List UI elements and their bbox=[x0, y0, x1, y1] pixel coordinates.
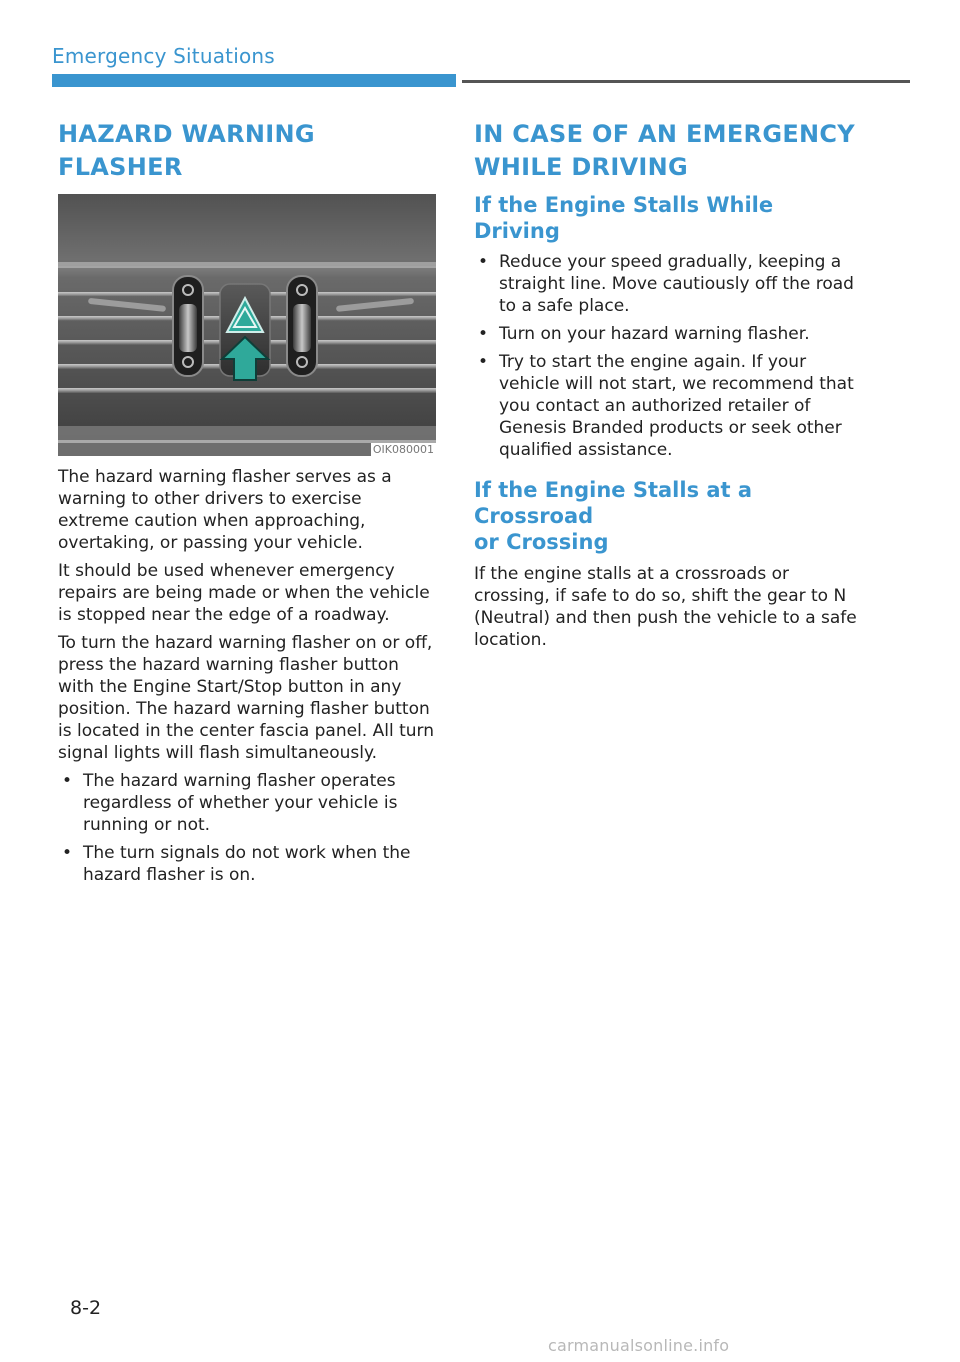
left-column bbox=[58, 118, 436, 886]
stall-driving-title: If the Engine Stalls While Driving bbox=[474, 193, 774, 243]
hazard-notes-list bbox=[58, 770, 436, 886]
hazard-figure bbox=[58, 194, 436, 456]
list-item: • Turn on your hazard warning flasher. bbox=[474, 323, 860, 345]
section-header: Emergency Situations bbox=[52, 44, 275, 68]
list-item: • The turn signals do not work when the hazard flasher is on. bbox=[58, 842, 436, 886]
list-item: • Reduce your speed gradually, keeping a straight line. Move cautiously off the road to a safe place. bbox=[474, 251, 860, 317]
stall-crossroad-title bbox=[474, 477, 860, 555]
stall-crossroad-title-line2: or Crossing bbox=[474, 530, 609, 554]
right-vent-wheel bbox=[287, 276, 317, 376]
emergency-title-line1: IN CASE OF AN EMERGENCY bbox=[474, 120, 855, 148]
left-vent-wheel bbox=[173, 276, 203, 376]
list-item: • Try to start the engine again. If your vehicle will not start, we recommend that you contact an authorized retailer of Genesis Branded products or seek other qualified assistance. bbox=[474, 351, 860, 461]
page-number: 8-2 bbox=[70, 1297, 102, 1319]
watermark-link[interactable]: carmanualsonline.info bbox=[548, 1336, 730, 1355]
hazard-photo bbox=[58, 194, 436, 456]
hazard-title: HAZARD WARNING FLASHER bbox=[58, 120, 315, 181]
body-paragraph: It should be used whenever emergency repairs are being made or when the vehicle is stopped near the edge of a roadway. bbox=[58, 561, 430, 625]
header-rule bbox=[462, 80, 910, 83]
stall-driving-list bbox=[474, 251, 860, 461]
emergency-title bbox=[474, 118, 860, 184]
body-paragraph: The hazard warning flasher serves as a warning to other drivers to exercise extreme caution when approaching, overtaking, or passing your vehicle. bbox=[58, 467, 392, 553]
right-column bbox=[474, 118, 860, 651]
header-accent-bar bbox=[52, 74, 456, 87]
emergency-title-line2: WHILE DRIVING bbox=[474, 153, 689, 181]
stall-crossroad-title-line1: If the Engine Stalls at a Crossroad bbox=[474, 478, 753, 528]
figure-code: OIK080001 bbox=[372, 443, 434, 456]
body-paragraph: To turn the hazard warning flasher on or off, press the hazard warning flasher button with the Engine Start/Stop button in any position. The hazard warning flasher button is located in the center fascia panel. All turn signal lights will flash simultaneously. bbox=[58, 633, 435, 763]
body-paragraph: If the engine stalls at a crossroads or crossing, if safe to do so, shift the gear to N (Neutral) and then push the vehicle to a safe location. bbox=[474, 564, 857, 650]
list-item: • The hazard warning flasher operates regardless of whether your vehicle is running or not. bbox=[58, 770, 436, 836]
